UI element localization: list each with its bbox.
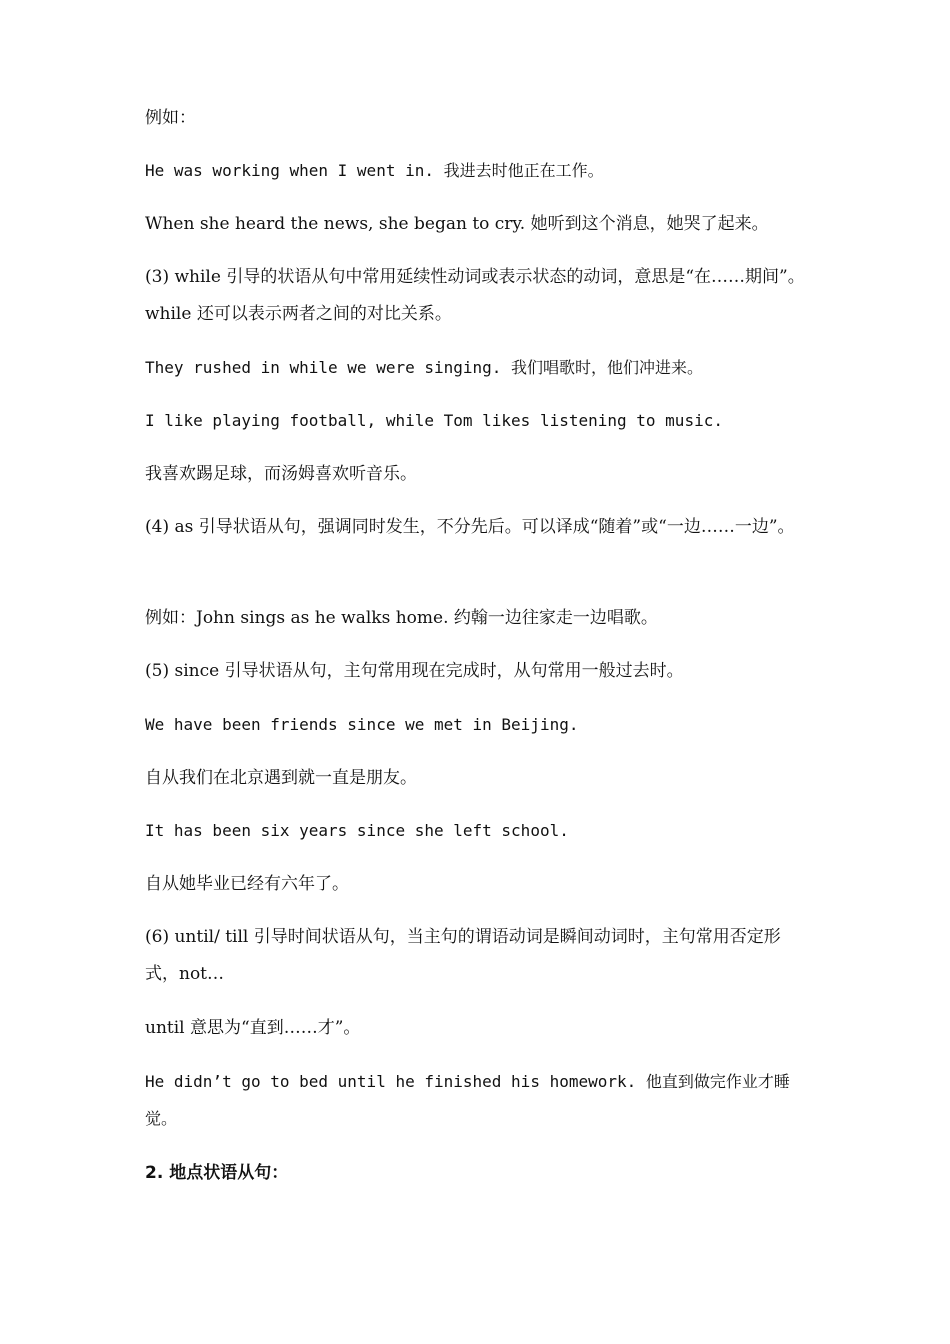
text-line-since-translation-1: 自从我们在北京遇到就一直是朋友。 <box>145 768 417 788</box>
text-line-while-contrast-example: I like playing football, while Tom likes listening to music. <box>145 411 723 430</box>
text-line-since-example-2: It has been six years since she left school. <box>145 821 569 840</box>
paragraph-until-example: He didn’t go to bed until he finished his homework. 他直到做完作业才睡觉。 <box>145 1072 790 1128</box>
section-heading-place-clause: 2. 地点状语从句： <box>145 1163 289 1183</box>
paragraph-as-rule: (4) as 引导状语从句，强调同时发生，不分先后。可以译成“随着”或“一边……一边”。 <box>145 517 795 537</box>
text-line-while-example: They rushed in while we were singing. 我们唱歌时，他们冲进来。 <box>145 358 704 377</box>
text-line-example-label: 例如： <box>145 108 196 128</box>
text-line-while-contrast-translation: 我喜欢踢足球，而汤姆喜欢听音乐。 <box>145 464 417 484</box>
text-line-until-meaning: until 意思为“直到……才”。 <box>145 1018 361 1038</box>
text-line-since-translation-2: 自从她毕业已经有六年了。 <box>145 874 349 894</box>
text-line-as-example: 例如：John sings as he walks home. 约翰一边往家走一边唱歌。 <box>145 608 658 628</box>
paragraph-since-rule: (5) since 引导状语从句，主句常用现在完成时，从句常用一般过去时。 <box>145 661 684 681</box>
text-line-when-example: He was working when I went in. 我进去时他正在工作。 <box>145 161 604 180</box>
paragraph-while-rule: (3) while 引导的状语从句中常用延续性动词或表示状态的动词，意思是“在……期间”。 while 还可以表示两者之间的对比关系。 <box>145 267 805 324</box>
text-line-when-news-example: When she heard the news, she began to cry. 她听到这个消息，她哭了起来。 <box>145 214 769 234</box>
text-line-since-example-1: We have been friends since we met in Beijing. <box>145 715 579 734</box>
paragraph-until-rule: (6) until/ till 引导时间状语从句，当主句的谓语动词是瞬间动词时，主句常用否定形式，not… <box>145 927 781 984</box>
